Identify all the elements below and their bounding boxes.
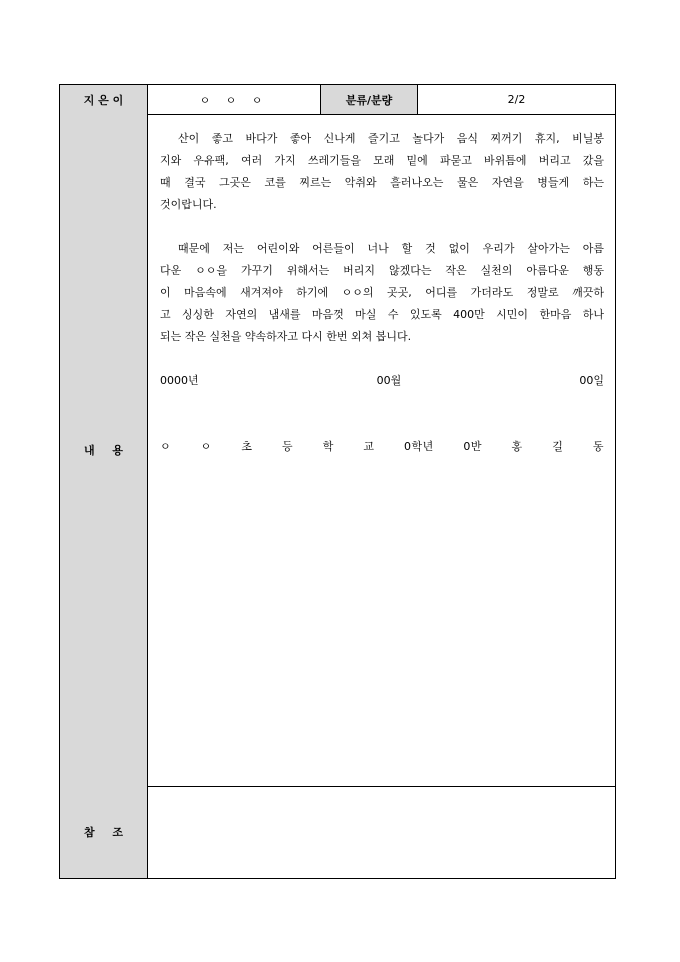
- date-line: 0000년 00월 00일: [160, 374, 604, 387]
- signature-line: ㅇ ㅇ 초 등 학 교 0학년 0반 홍 길 동: [160, 440, 604, 453]
- author-value: ㅇ ㅇ ㅇ: [148, 85, 321, 114]
- content-label-cell: [60, 114, 148, 786]
- paragraph2-line: 때문에 저는 어린이와 어른들이 너나 할 것 없이 우리가 살아가는 아름: [178, 242, 604, 255]
- paragraph2-line: 이 마음속에 새겨져야 하기에 ㅇㅇ의 곳곳, 어디를 가더라도 정말로 깨끗하: [160, 286, 604, 299]
- content-text: [160, 128, 604, 458]
- essay-form-table: [59, 84, 616, 879]
- paragraph2-line: 다운 ㅇㅇ을 가꾸기 위해서는 버리지 않겠다는 작은 실천의 아름다운 행동: [160, 264, 604, 277]
- paragraph2-line: 되는 작은 실천을 약속하자고 다시 한번 외쳐 봅니다.: [160, 330, 412, 343]
- paragraph1-line: 것이랍니다.: [160, 198, 217, 211]
- content-label: 내 용: [83, 444, 124, 457]
- paragraph1-line: 지와 우유팩, 여러 가지 쓰레기들을 모래 밑에 파묻고 바위틈에 버리고 갔을: [160, 154, 604, 167]
- author-label: 지 은 이: [60, 85, 148, 114]
- paragraph1-line: 산이 좋고 바다가 좋아 신나게 즐기고 놀다가 음식 찌꺼기 휴지, 비닐봉: [178, 132, 604, 145]
- category-value: 2/2: [507, 93, 526, 106]
- content-row: [60, 114, 615, 787]
- reference-label: 참 조: [83, 826, 124, 839]
- paragraph1-line: 때 결국 그곳은 코를 찌르는 악취와 흘러나오는 물은 자연을 병들게 하는: [160, 176, 604, 189]
- reference-row: [60, 786, 615, 878]
- reference-label-cell: [60, 786, 148, 878]
- header-row: [60, 85, 615, 115]
- paragraph2-line: 고 싱싱한 자연의 냄새를 마음껏 마실 수 있도록 400만 시민이 한마음 하나: [160, 308, 604, 321]
- category-label: 분류/분량: [321, 85, 418, 114]
